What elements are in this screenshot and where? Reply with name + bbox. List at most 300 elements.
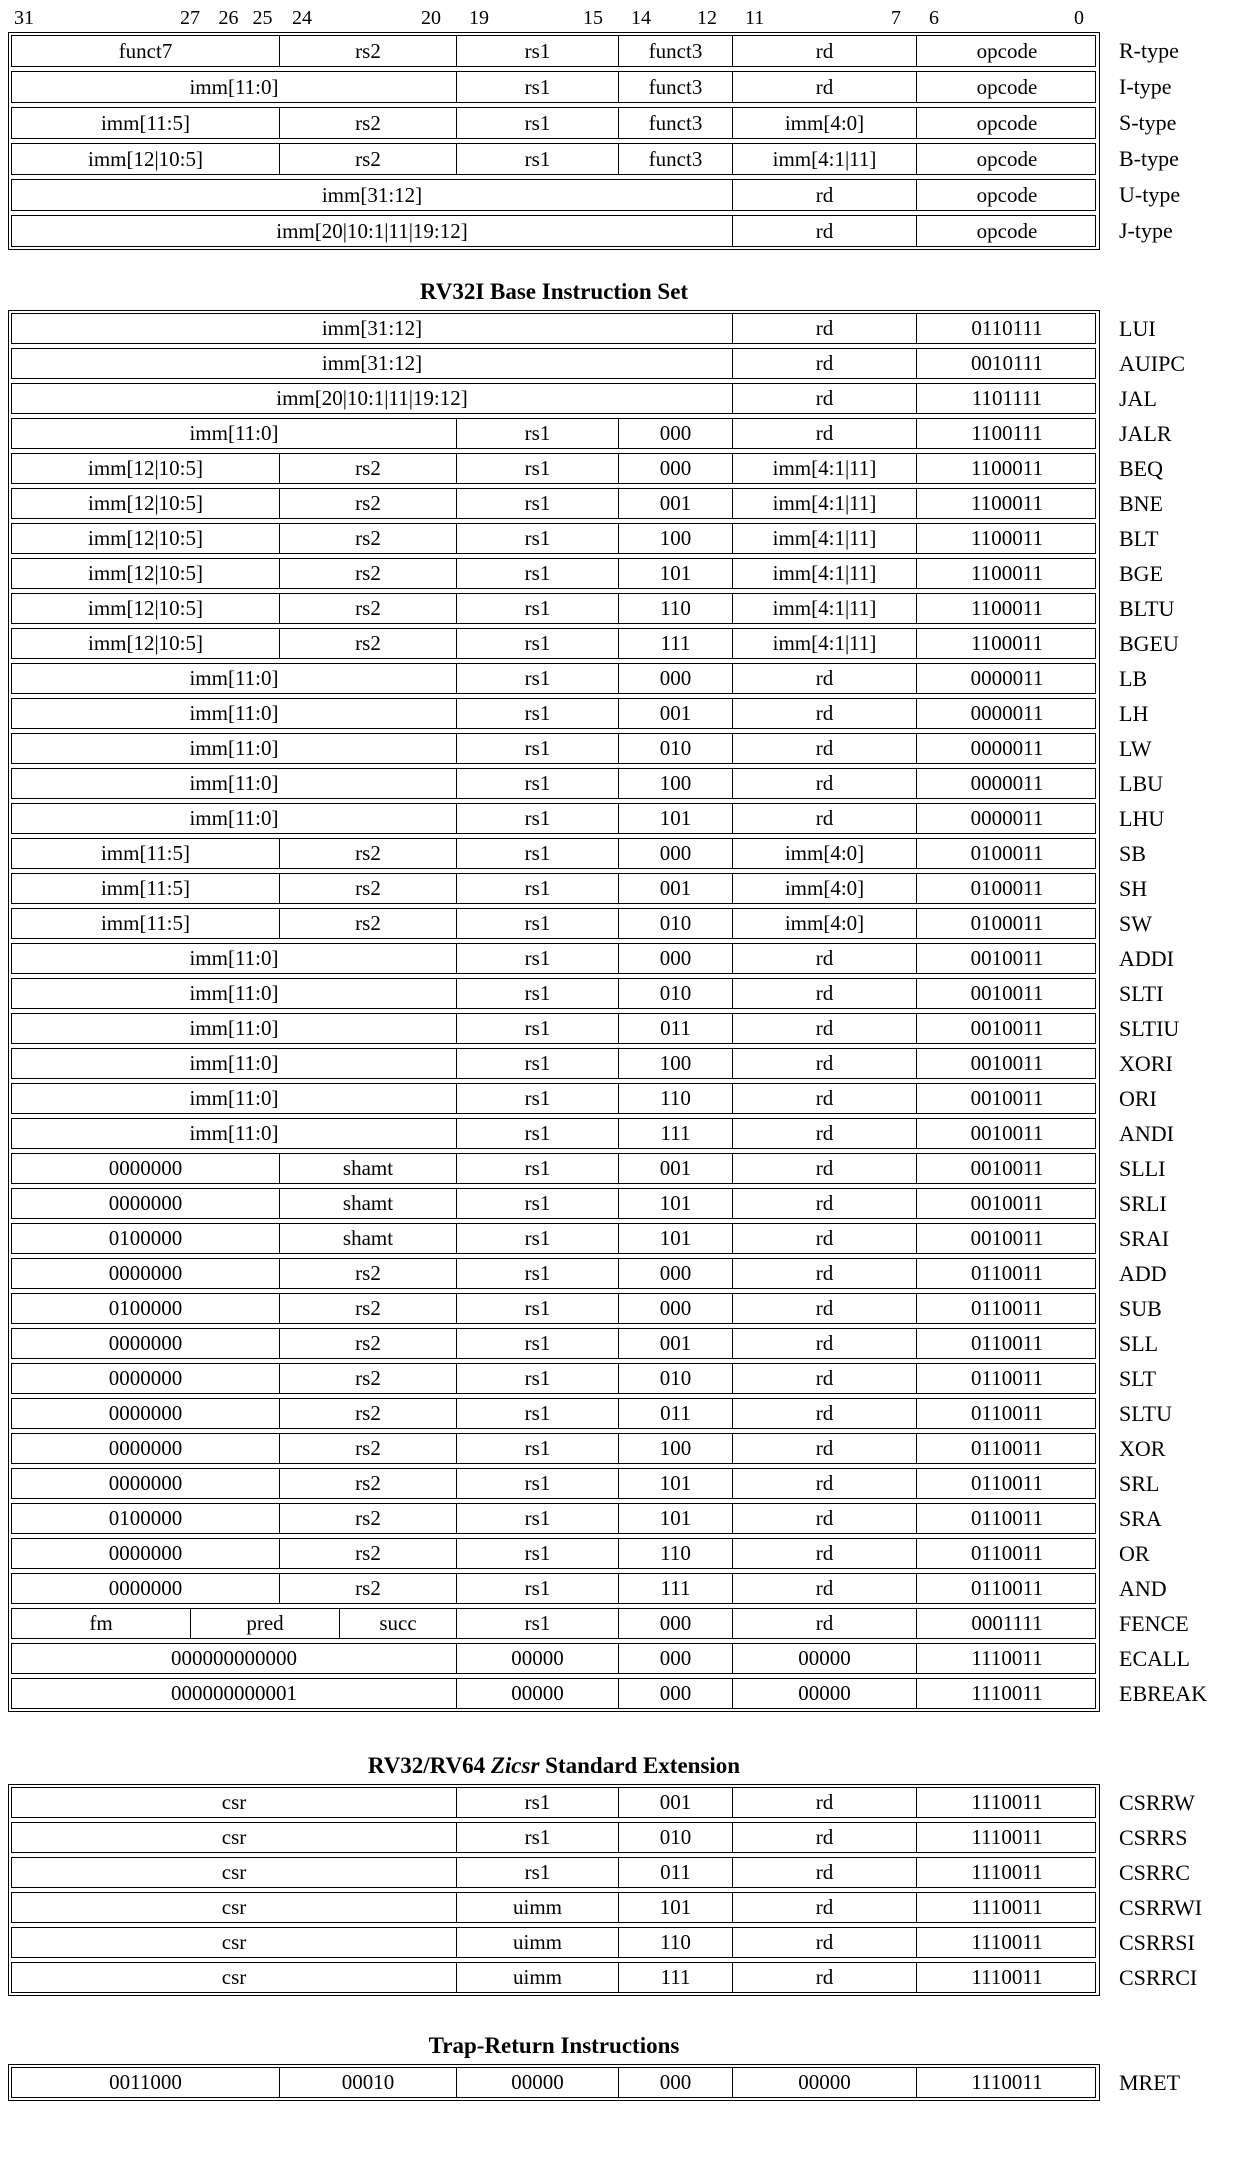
field-cell-rs2: rs2 <box>279 629 456 658</box>
field-cell-rd: rd <box>732 1259 916 1288</box>
instruction-label: ADDI <box>1119 945 1174 971</box>
instruction-row <box>11 1503 1162 1534</box>
ruler-bit-number: 26 <box>218 7 239 29</box>
field-cell-rd: rd <box>732 36 916 66</box>
instruction-label: CSRRSI <box>1119 1929 1195 1955</box>
field-cell-f3: 100 <box>618 769 732 798</box>
field-cell-f7: imm[12|10:5] <box>87 561 204 585</box>
field-cell-rs1: rs1 <box>456 699 618 728</box>
field-cell-op: 1100011 <box>916 594 1097 623</box>
field-cell-f3: 101 <box>618 1224 732 1253</box>
instruction-row <box>11 1608 1189 1639</box>
field-cell-f7: 0011000 <box>109 2070 182 2094</box>
field-cell-f7: imm[12|10:5] <box>87 456 204 480</box>
field-cell-rd: 00000 <box>732 1644 916 1673</box>
field-cell-hi12: csr <box>221 1790 247 1814</box>
instruction-label: ANDI <box>1119 1120 1174 1146</box>
field-cell-rs1: rs1 <box>456 419 618 448</box>
field-cell-f3: 101 <box>618 1893 732 1922</box>
instruction-label: SLL <box>1119 1330 1159 1356</box>
field-cell-f7: 0000000 <box>108 1191 183 1215</box>
field-cell-rs1: rs1 <box>456 1049 618 1078</box>
field-cell-f3: 000 <box>618 839 732 868</box>
field-cell-op: 0110011 <box>916 1539 1097 1568</box>
field-cell-rs1: rs1 <box>456 1084 618 1113</box>
field-cell-rs1: rs1 <box>456 489 618 518</box>
field-cell-rs2: rs2 <box>279 454 456 483</box>
field-cell-hi12: imm[11:0] <box>189 666 279 690</box>
field-cell-hi12: imm[11:0] <box>189 1086 279 1110</box>
field-cell-f3: 010 <box>618 734 732 763</box>
field-cell-f7: imm[11:5] <box>100 911 191 935</box>
field-cell-f3: 101 <box>618 1469 732 1498</box>
field-cell-f7: 0000000 <box>108 1436 183 1460</box>
field-cell-rs2: rs2 <box>279 1259 456 1288</box>
field-cell-rd: rd <box>732 1084 916 1113</box>
field-cell-f3: 110 <box>618 1539 732 1568</box>
instruction-label: SLLI <box>1119 1155 1166 1181</box>
instruction-label: SRLI <box>1119 1190 1167 1216</box>
instruction-label: BLT <box>1119 525 1159 551</box>
field-cell-hi20: imm[31:12] <box>321 182 423 207</box>
instruction-row <box>11 143 1179 175</box>
field-cell-f7: imm[12|10:5] <box>87 596 204 620</box>
field-cell-f7: 0000000 <box>108 1331 183 1355</box>
field-cell-f3: 000 <box>618 944 732 973</box>
field-cell-rd: imm[4:1|11] <box>732 454 916 483</box>
ruler-high-bit: 6 <box>929 7 939 29</box>
instruction-label: EBREAK <box>1119 1680 1207 1706</box>
heading-text-pre: RV32/RV64 <box>367 1753 491 1778</box>
instruction-row <box>11 488 1163 519</box>
field-cell-op: opcode <box>916 180 1097 210</box>
field-cell-rs1: rs1 <box>456 1189 618 1218</box>
field-cell-fm: fm <box>89 1611 113 1635</box>
instruction-row <box>11 418 1172 449</box>
field-cell-op: 0010011 <box>916 1189 1097 1218</box>
field-cell-op: 0100011 <box>916 839 1097 868</box>
instruction-row <box>11 1892 1203 1923</box>
instruction-row <box>11 348 1186 379</box>
field-cell-op: 0000011 <box>916 804 1097 833</box>
instruction-row <box>11 2067 1181 2098</box>
field-cell-rs1: rs1 <box>456 1434 618 1463</box>
field-cell-op: 0110011 <box>916 1574 1097 1603</box>
field-cell-op: 0010011 <box>916 979 1097 1008</box>
instruction-label: SRL <box>1119 1470 1160 1496</box>
zicsr-extension-table <box>8 1784 1203 1996</box>
instruction-label: SRA <box>1119 1505 1162 1531</box>
field-cell-f3: 000 <box>618 1609 732 1638</box>
ruler-high-bit: 31 <box>14 7 34 29</box>
field-cell-f3: 110 <box>618 594 732 623</box>
format-types-table <box>8 32 1181 250</box>
instruction-label: LW <box>1119 735 1152 761</box>
field-cell-rs1: rs1 <box>456 594 618 623</box>
ruler-bit-range <box>11 7 210 30</box>
field-cell-f3: 010 <box>618 979 732 1008</box>
field-cell-op: 0110011 <box>916 1259 1097 1288</box>
field-cell-f3: 000 <box>618 664 732 693</box>
field-cell-hi12: imm[11:0] <box>189 1121 279 1145</box>
instruction-label: BGE <box>1119 560 1163 586</box>
ruler-high-bit: 14 <box>631 7 651 29</box>
field-cell-f7: 0000000 <box>108 1541 183 1565</box>
field-cell-rs1: rs1 <box>456 874 618 903</box>
field-cell-rs1: rs1 <box>456 804 618 833</box>
field-cell-op: 1100011 <box>916 489 1097 518</box>
instruction-row <box>11 943 1174 974</box>
field-cell-rs1: uimm <box>456 1893 618 1922</box>
field-cell-op: 0000011 <box>916 769 1097 798</box>
field-cell-rd: rd <box>732 1574 916 1603</box>
field-cell-rs1: uimm <box>456 1928 618 1957</box>
bottom-whitespace <box>8 2101 1252 2166</box>
field-cell-rd: imm[4:0] <box>732 874 916 903</box>
field-cell-f7: 0000000 <box>108 1471 183 1495</box>
instruction-row <box>11 628 1179 659</box>
instruction-row <box>11 873 1148 904</box>
instruction-label: MRET <box>1119 2069 1181 2095</box>
field-cell-rd: rd <box>732 1119 916 1148</box>
field-cell-op: 1110011 <box>916 1823 1097 1852</box>
instruction-label: LHU <box>1119 805 1165 831</box>
field-cell-rd: imm[4:1|11] <box>732 629 916 658</box>
field-cell-f3: funct3 <box>618 72 732 102</box>
field-cell-f3: funct3 <box>618 36 732 66</box>
field-cell-f3: 111 <box>618 1963 732 1992</box>
field-cell-op: 0110011 <box>916 1294 1097 1323</box>
field-cell-rs1: rs1 <box>456 1119 618 1148</box>
instruction-row <box>11 1857 1190 1888</box>
field-cell-op: 0010011 <box>916 944 1097 973</box>
ruler-bit-range <box>278 7 455 30</box>
field-cell-f3: 011 <box>618 1014 732 1043</box>
instruction-row <box>11 383 1157 414</box>
field-cell-f3: 101 <box>618 1189 732 1218</box>
field-cell-rd: rd <box>732 1329 916 1358</box>
field-cell-rd: rd <box>732 1469 916 1498</box>
field-cell-rd: rd <box>732 1858 916 1887</box>
instruction-label: CSRRC <box>1119 1859 1190 1885</box>
field-cell-op: 1110011 <box>916 1928 1097 1957</box>
field-cell-op: 0110111 <box>916 314 1097 343</box>
field-cell-op: 0100011 <box>916 909 1097 938</box>
field-cell-rs2: rs2 <box>279 144 456 174</box>
field-cell-rs2: rs2 <box>279 1294 456 1323</box>
field-cell-op: 0010111 <box>916 349 1097 378</box>
instruction-label: ECALL <box>1119 1645 1190 1671</box>
heading-text-post: Standard Extension <box>539 1753 741 1778</box>
field-cell-rd: rd <box>732 1189 916 1218</box>
field-cell-f3: 110 <box>618 1928 732 1957</box>
field-cell-rd: rd <box>732 1963 916 1992</box>
field-cell-rd: rd <box>732 349 916 378</box>
field-cell-f3: 000 <box>618 1644 732 1673</box>
field-cell-f3: 101 <box>618 559 732 588</box>
field-cell-rs2: rs2 <box>279 874 456 903</box>
field-cell-f7: imm[11:5] <box>100 876 191 900</box>
instruction-label: SW <box>1119 910 1152 936</box>
instruction-row <box>11 803 1165 834</box>
field-cell-op: 0010011 <box>916 1154 1097 1183</box>
instruction-row <box>11 593 1175 624</box>
instruction-row <box>11 1643 1190 1674</box>
instruction-label: ADD <box>1119 1260 1167 1286</box>
instruction-label: S-type <box>1119 110 1177 135</box>
field-cell-rs1: rs1 <box>456 1788 618 1817</box>
field-cell-rd: rd <box>732 804 916 833</box>
field-cell-op: 0110011 <box>916 1329 1097 1358</box>
field-cell-hi12: imm[11:0] <box>189 74 279 99</box>
instruction-row <box>11 1538 1150 1569</box>
instruction-row <box>11 1223 1170 1254</box>
field-cell-op: 1110011 <box>916 1644 1097 1673</box>
field-cell-rs1: rs1 <box>456 108 618 138</box>
instruction-label: J-type <box>1119 218 1173 243</box>
field-cell-f3: 000 <box>618 1259 732 1288</box>
instruction-label: ORI <box>1119 1085 1157 1111</box>
instruction-label: U-type <box>1119 182 1181 207</box>
instruction-row <box>11 1328 1159 1359</box>
instruction-row <box>11 1188 1167 1219</box>
field-cell-rs2: rs2 <box>279 1574 456 1603</box>
field-cell-rs1: rs1 <box>456 839 618 868</box>
field-cell-hi12: imm[11:0] <box>189 701 279 725</box>
field-cell-rd: rd <box>732 1049 916 1078</box>
field-cell-rs1: 00000 <box>456 2068 618 2097</box>
field-cell-hi12: csr <box>221 1825 247 1849</box>
field-cell-hi12: imm[11:0] <box>189 736 279 760</box>
field-cell-op: 1100011 <box>916 524 1097 553</box>
field-cell-f3: 001 <box>618 489 732 518</box>
field-cell-rs2: rs2 <box>279 489 456 518</box>
instruction-label: XORI <box>1119 1050 1173 1076</box>
field-cell-hi12: imm[11:0] <box>189 1051 279 1075</box>
field-cell-hi12: 000000000000 <box>171 1646 297 1670</box>
instruction-row <box>11 1822 1188 1853</box>
instruction-row <box>11 978 1164 1009</box>
instruction-label: CSRRCI <box>1119 1964 1198 1990</box>
field-cell-f3: 111 <box>618 1574 732 1603</box>
field-cell-rs1: rs1 <box>456 1294 618 1323</box>
field-cell-rs1: rs1 <box>456 559 618 588</box>
instruction-label: SH <box>1119 875 1148 901</box>
instruction-row <box>11 1787 1195 1818</box>
section-heading-zicsr <box>8 1752 1100 1779</box>
instruction-row <box>11 698 1149 729</box>
instruction-row <box>11 1013 1180 1044</box>
field-cell-op: 1110011 <box>916 2068 1097 2097</box>
instruction-row <box>11 908 1152 939</box>
field-cell-rs1: rs1 <box>456 1259 618 1288</box>
field-cell-hi12: csr <box>221 1965 247 1989</box>
field-cell-rs2: shamt <box>279 1189 456 1218</box>
instruction-row <box>11 663 1148 694</box>
field-cell-hi20: imm[20|10:1|11|19:12] <box>276 386 468 410</box>
field-cell-rs2: 00010 <box>279 2068 456 2097</box>
field-cell-f3: 001 <box>618 1788 732 1817</box>
field-cell-op: 0000011 <box>916 699 1097 728</box>
instruction-label: BGEU <box>1119 630 1179 656</box>
field-cell-rs1: rs1 <box>456 1823 618 1852</box>
field-cell-op: opcode <box>916 108 1097 138</box>
field-cell-rs1: rs1 <box>456 1539 618 1568</box>
field-cell-rd: rd <box>732 1504 916 1533</box>
field-cell-rs1: rs1 <box>456 944 618 973</box>
field-cell-hi20: imm[31:12] <box>321 316 423 340</box>
field-cell-rs1: uimm <box>456 1963 618 1992</box>
ruler-low-bit: 15 <box>583 7 603 29</box>
field-cell-f3: 010 <box>618 909 732 938</box>
field-cell-op: 0010011 <box>916 1049 1097 1078</box>
field-cell-rd: imm[4:0] <box>732 909 916 938</box>
field-cell-pred: pred <box>190 1609 339 1638</box>
field-cell-rs1: rs1 <box>456 1364 618 1393</box>
instruction-label: SLTI <box>1119 980 1164 1006</box>
instruction-row <box>11 179 1181 211</box>
field-cell-op: opcode <box>916 216 1097 246</box>
field-cell-f3: 001 <box>618 699 732 728</box>
field-cell-rd: rd <box>732 1609 916 1638</box>
field-cell-rd: imm[4:1|11] <box>732 559 916 588</box>
field-cell-rd: rd <box>732 1539 916 1568</box>
field-cell-rs2: rs2 <box>279 1399 456 1428</box>
field-cell-f3: funct3 <box>618 108 732 138</box>
field-cell-rd: rd <box>732 979 916 1008</box>
field-cell-hi12: imm[11:0] <box>189 946 279 970</box>
instruction-row <box>11 733 1152 764</box>
field-cell-op: 1100011 <box>916 559 1097 588</box>
instruction-label: SLT <box>1119 1365 1157 1391</box>
field-cell-rd: rd <box>732 1364 916 1393</box>
ruler-high-bit: 24 <box>292 7 312 29</box>
field-cell-rd: rd <box>732 734 916 763</box>
field-cell-op: 1100011 <box>916 454 1097 483</box>
field-cell-rs1: rs1 <box>456 1574 618 1603</box>
field-cell-rd: rd <box>732 419 916 448</box>
field-cell-f3: 101 <box>618 1504 732 1533</box>
field-cell-hi12: 000000000001 <box>171 1681 297 1705</box>
field-cell-rd: rd <box>732 1014 916 1043</box>
field-cell-f3: 111 <box>618 1119 732 1148</box>
field-cell-rs1: rs1 <box>456 629 618 658</box>
field-cell-rs1: rs1 <box>456 72 618 102</box>
field-cell-rs1: rs1 <box>456 909 618 938</box>
instruction-row <box>11 1153 1166 1184</box>
instruction-row <box>11 1927 1195 1958</box>
field-cell-op: 0010011 <box>916 1084 1097 1113</box>
field-cell-rd: rd <box>732 180 916 210</box>
field-cell-f7: imm[12|10:5] <box>87 146 204 171</box>
instruction-label: SRAI <box>1119 1225 1170 1251</box>
ruler-low-bit: 0 <box>1074 7 1084 29</box>
field-cell-rs1: rs1 <box>456 144 618 174</box>
field-cell-hi12: csr <box>221 1930 247 1954</box>
field-cell-f3: 010 <box>618 1364 732 1393</box>
field-cell-f3: 000 <box>618 419 732 448</box>
field-cell-op: 1101111 <box>916 384 1097 413</box>
ruler-low-bit: 27 <box>180 7 200 29</box>
field-cell-hi12: imm[11:0] <box>189 421 279 445</box>
field-cell-rd: imm[4:1|11] <box>732 524 916 553</box>
instruction-label: R-type <box>1119 38 1179 63</box>
field-cell-rd: rd <box>732 1294 916 1323</box>
instruction-row <box>11 838 1146 869</box>
field-cell-f7: 0000000 <box>108 1156 183 1180</box>
field-cell-rd: imm[4:1|11] <box>732 594 916 623</box>
field-cell-rs2: shamt <box>279 1224 456 1253</box>
field-cell-rd: rd <box>732 384 916 413</box>
field-cell-rs1: rs1 <box>456 36 618 66</box>
instruction-label: BNE <box>1119 490 1163 516</box>
field-cell-f7: 0000000 <box>108 1576 183 1600</box>
field-cell-rs2: rs2 <box>279 524 456 553</box>
field-cell-op: opcode <box>916 72 1097 102</box>
instruction-label: BLTU <box>1119 595 1175 621</box>
field-cell-rs1: rs1 <box>456 664 618 693</box>
field-cell-op: 0010011 <box>916 1014 1097 1043</box>
field-cell-rs2: rs2 <box>279 108 456 138</box>
ruler-bit-range <box>915 7 1096 30</box>
field-cell-op: 1110011 <box>916 1679 1097 1708</box>
field-cell-rs1: rs1 <box>456 1858 618 1887</box>
field-cell-op: 0110011 <box>916 1364 1097 1393</box>
field-cell-op: 0010011 <box>916 1224 1097 1253</box>
field-cell-f3: 011 <box>618 1399 732 1428</box>
field-cell-op: 1110011 <box>916 1893 1097 1922</box>
field-cell-op: opcode <box>916 144 1097 174</box>
field-cell-rs2: rs2 <box>279 1364 456 1393</box>
field-cell-hi12: imm[11:0] <box>189 981 279 1005</box>
field-cell-rd: imm[4:1|11] <box>732 489 916 518</box>
field-cell-hi12: csr <box>221 1860 247 1884</box>
section-heading-rv32i <box>8 278 1100 305</box>
instruction-label: OR <box>1119 1540 1150 1566</box>
instruction-row <box>11 107 1177 139</box>
field-cell-op: 1110011 <box>916 1858 1097 1887</box>
field-cell-rd: rd <box>732 769 916 798</box>
instruction-label: SLTU <box>1119 1400 1172 1426</box>
instruction-row <box>11 1118 1174 1149</box>
field-cell-f3: 001 <box>618 1154 732 1183</box>
ruler-bit-range <box>731 7 915 30</box>
field-cell-rd: rd <box>732 1788 916 1817</box>
field-cell-rs2: rs2 <box>279 1504 456 1533</box>
field-cell-f7: imm[12|10:5] <box>87 491 204 515</box>
instruction-row <box>11 1678 1207 1709</box>
field-cell-rs2: rs2 <box>279 1539 456 1568</box>
field-cell-rd: rd <box>732 699 916 728</box>
instruction-row <box>11 1398 1172 1429</box>
ruler-low-bit: 7 <box>891 7 901 29</box>
field-cell-f7: imm[11:5] <box>100 110 191 135</box>
field-cell-op: 0110011 <box>916 1504 1097 1533</box>
field-cell-op: 0001111 <box>916 1609 1097 1638</box>
heading-text-italic: Zicsr <box>490 1753 540 1778</box>
field-cell-rs1: 00000 <box>456 1644 618 1673</box>
field-cell-op: 1110011 <box>916 1788 1097 1817</box>
field-cell-f7: 0000000 <box>108 1261 183 1285</box>
field-cell-f3: 100 <box>618 1434 732 1463</box>
instruction-label: AND <box>1119 1575 1167 1601</box>
field-cell-f7: 0100000 <box>108 1506 183 1530</box>
heading-text: RV32I Base Instruction Set <box>419 279 689 304</box>
field-cell-rs1: rs1 <box>456 1014 618 1043</box>
trap-return-table <box>8 2064 1181 2101</box>
field-cell-rs2: rs2 <box>279 594 456 623</box>
instruction-row <box>11 71 1172 103</box>
